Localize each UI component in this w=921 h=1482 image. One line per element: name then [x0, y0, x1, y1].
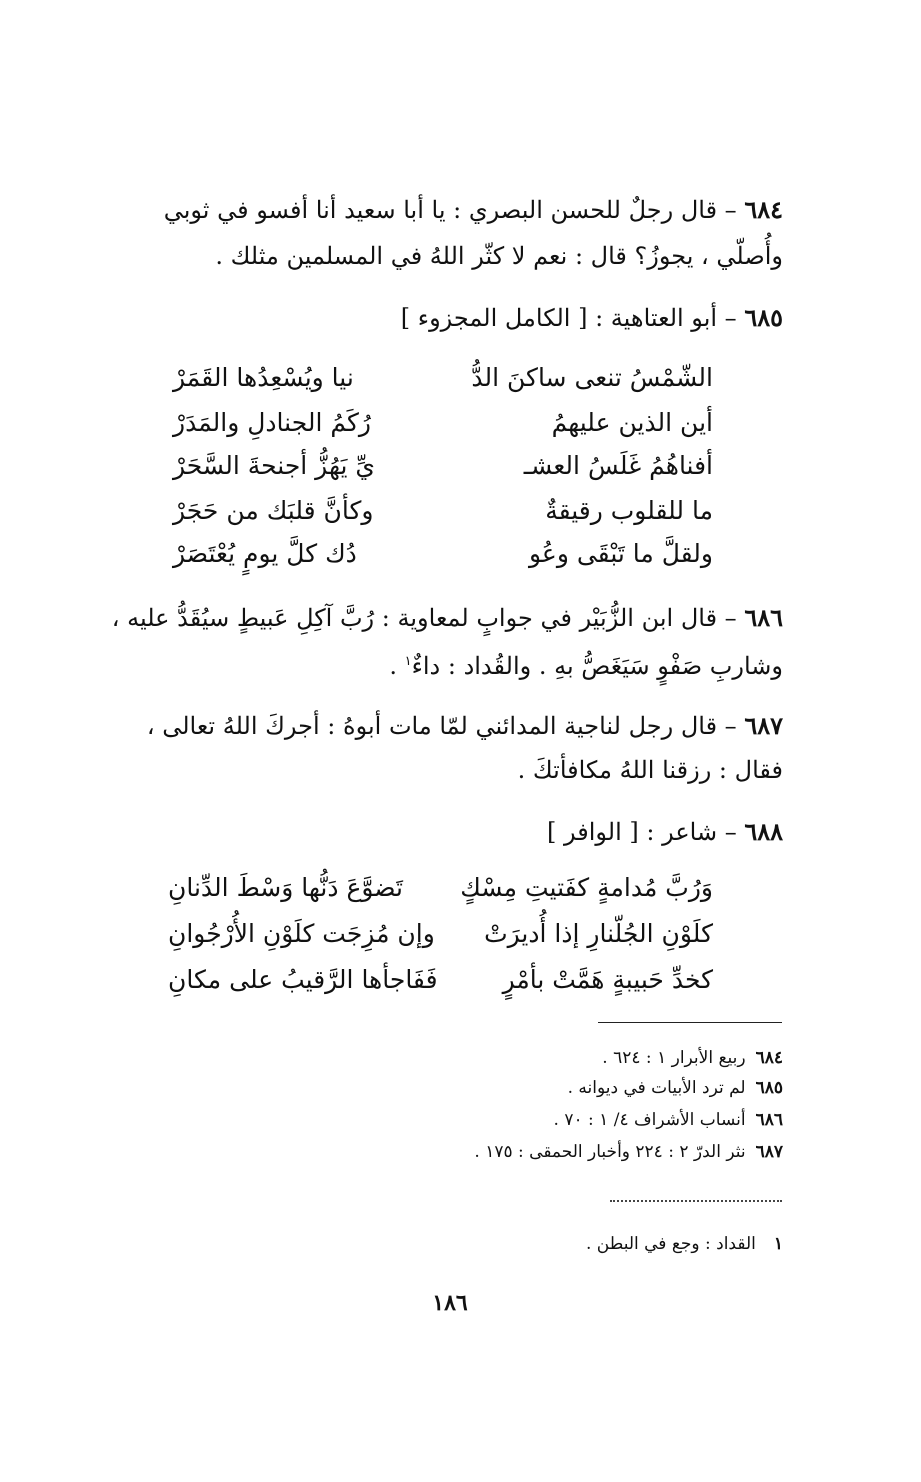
verse-685-2-second: رُكَمُ الجنادلِ والمَدَرْ	[173, 408, 371, 437]
entry-688-heading-text: – شاعر : [ الوافر ]	[546, 818, 737, 846]
verse-685-4-first: ما للقلوب رقيقةٌ	[545, 496, 713, 525]
verse-685-5-second: دُك كلَّ يومٍ يُعْتَصَرْ	[173, 539, 357, 568]
page-number: ١٨٦	[432, 1290, 468, 1316]
entry-684-text-2: وأُصلّي ، يجوزُ؟ قال : نعم لا كثّر اللهُ في المسلمين مثلك .	[215, 242, 783, 270]
entry-685-heading	[133, 298, 783, 338]
source-686-number: ٦٨٦	[755, 1110, 783, 1130]
verse-688-1-second: تَضوَّعَ دَنُّها وَسْطَ الدِّنانِ	[168, 873, 403, 902]
entry-684-line-2	[133, 236, 783, 276]
verse-685-3-second: يِّ يَهُزُّ أجنحةَ السَّحَرْ	[173, 451, 375, 480]
verse-688-3-second: فَفَاجأها الرَّقيبُ على مكانِ	[168, 965, 438, 994]
entry-688-number: ٦٨٨	[744, 817, 783, 846]
entry-684-text-1: – قال رجلٌ للحسن البصري : يا أبا سعيد أنا أفسو في ثوبي	[163, 196, 737, 224]
sources-divider	[598, 1022, 782, 1023]
verse-685-4	[123, 489, 783, 533]
verse-688-2	[123, 912, 783, 956]
verse-685-5-first: ولقلَّ ما تَبْقَى وعُو	[528, 539, 713, 568]
verse-688-1	[123, 866, 783, 910]
entry-688-heading	[133, 812, 783, 852]
entry-686-text-2-end: .	[389, 652, 405, 680]
verse-685-2	[123, 401, 783, 445]
verse-685-2-first: أين الذين عليهمُ	[551, 408, 713, 437]
verse-685-1	[123, 356, 783, 400]
source-685-text: لم ترد الأبيات في ديوانه .	[567, 1078, 746, 1098]
verse-685-3	[123, 444, 783, 488]
source-684	[143, 1044, 783, 1072]
verse-688-3-first: كخدِّ حَبيبةٍ هَمَّتْ بأمْرٍ	[502, 965, 713, 994]
verse-685-3-first: أفناهُمُ غَلَسُ العشـ	[523, 451, 713, 480]
entry-687-number: ٦٨٧	[744, 711, 783, 740]
entry-687-text-1: – قال رجل لناجية المدائني لمّا مات أبوهُ : أجركَ اللهُ تعالى ،	[146, 712, 737, 740]
source-686-text: أنساب الأشراف ٤/ ١ : ٧٠ .	[553, 1110, 746, 1130]
source-687-number: ٦٨٧	[755, 1142, 783, 1162]
footnote-1-number: ١	[773, 1234, 783, 1254]
entry-686-number: ٦٨٦	[744, 603, 783, 632]
verse-688-3	[123, 958, 783, 1002]
footnote-marker: ١	[404, 654, 412, 669]
entry-685-number: ٦٨٥	[744, 303, 783, 332]
source-685	[143, 1074, 783, 1102]
source-687-text: نثر الدرّ ٢ : ٢٢٤ وأخبار الحمقى : ١٧٥ .	[474, 1142, 746, 1162]
entry-686-text-1: – قال ابن الزُّبَيْر في جوابٍ لمعاوية : رُبَّ آكِلِ عَبيطٍ سيُقَدُّ عليه ،	[111, 604, 737, 632]
verse-685-4-second: وكأنَّ قلبَك من حَجَرْ	[173, 496, 374, 525]
source-685-number: ٦٨٥	[755, 1078, 783, 1098]
source-687	[143, 1138, 783, 1166]
source-686	[143, 1106, 783, 1134]
verse-688-2-second: وإن مُزِجَت كلَوْنِ الأُرْجُوانِ	[168, 919, 435, 948]
verse-688-1-first: وَرُبَّ مُدامةٍ كفَتيتِ مِسْكٍ	[460, 873, 713, 902]
verse-685-5	[123, 532, 783, 576]
source-684-text: ربيع الأبرار ١ : ٦٢٤ .	[602, 1048, 746, 1068]
entry-687-line-1	[133, 706, 783, 746]
entry-687-line-2	[133, 750, 783, 790]
footnote-1	[143, 1230, 783, 1258]
entry-686-line-2	[133, 642, 783, 686]
entry-685-heading-text: – أبو العتاهية : [ الكامل المجزوء ]	[400, 304, 737, 332]
source-684-number: ٦٨٤	[755, 1048, 783, 1068]
verse-688-2-first: كلَوْنِ الجُلّنارِ إذا أُديرَتْ	[484, 919, 713, 948]
entry-687-text-2: فقال : رزقنا اللهُ مكافأتكَ .	[517, 756, 783, 784]
footnote-1-text: القداد : وجع في البطن .	[586, 1234, 756, 1254]
entry-686-line-1	[111, 598, 783, 638]
footnote-divider	[610, 1200, 782, 1202]
entry-684-number: ٦٨٤	[744, 195, 783, 224]
entry-686-text-2: وشاربِ صَفْوٍ سَيَغَصُّ بهِ . والقُداد : داءٌ	[411, 652, 783, 680]
entry-684-line-1	[133, 190, 783, 230]
verse-685-1-first: الشّمْسُ تنعى ساكنَ الدُّ	[471, 363, 713, 392]
verse-685-1-second: نيا ويُسْعِدُها القَمَرْ	[173, 363, 354, 392]
